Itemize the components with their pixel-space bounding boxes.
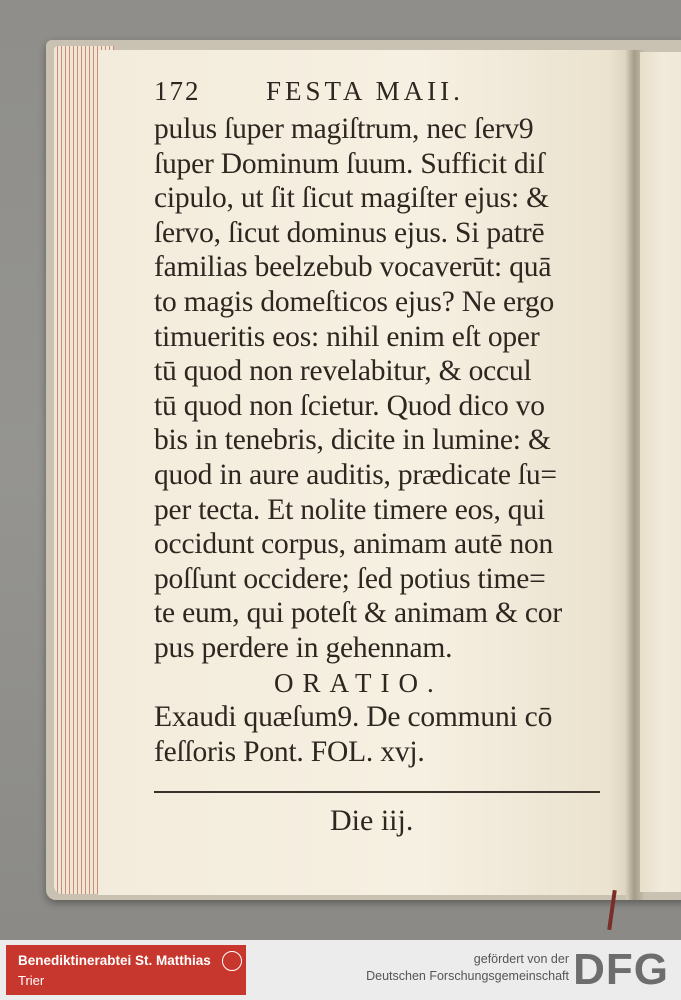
text-line: tū quod non revelabitur, & occul xyxy=(154,355,532,388)
text-line: timueritis eos: nihil enim eſt oper xyxy=(154,320,540,353)
text-line: pulus ſuper magiſtrum, nec ſerv9 xyxy=(154,113,534,145)
oratio-heading: ORATIO. xyxy=(274,667,443,698)
running-title: FESTA MAII. xyxy=(266,76,464,106)
text-line: to magis domeſticos ejus? Ne ergo xyxy=(154,285,555,318)
text-line: quod in aure auditis, prædicate ſu= xyxy=(154,458,557,491)
running-head xyxy=(154,76,624,112)
text-line: poſſunt occidere; ſed potius time= xyxy=(154,562,546,595)
text-line: tū quod non ſcietur. Quod dico vo xyxy=(154,389,545,422)
sponsor-line-1: gefördert von der xyxy=(473,952,569,966)
institution-logo[interactable] xyxy=(6,945,246,995)
oratio-line: feſſoris Pont. FOL. xvj. xyxy=(154,735,425,768)
text-line: ſervo, ſicut dominus ejus. Si patrē xyxy=(154,216,545,249)
text-line: cipulo, ut ſit ſicut magiſter ejus: & xyxy=(154,182,549,215)
text-line: occidunt corpus, animam autē non xyxy=(154,528,554,561)
dfg-logo[interactable]: DFG xyxy=(573,945,669,994)
horizontal-rule xyxy=(154,791,600,793)
institution-place: Trier xyxy=(18,973,45,988)
page-text xyxy=(154,76,624,769)
text-line: ſuper Dominum ſuum. Sufficit diſ xyxy=(154,147,545,180)
footer-banner xyxy=(0,940,681,1000)
abbey-emblem-icon xyxy=(222,951,242,971)
page-number: 172 xyxy=(154,76,201,106)
catchword: Die iij. xyxy=(330,804,414,837)
text-line: pus perdere in gehennam. xyxy=(154,631,453,664)
right-page-edge xyxy=(640,52,681,892)
text-line: per tecta. Et nolite timere eos, qui xyxy=(154,493,545,526)
institution-name: Benediktinerabtei St. Matthias xyxy=(18,953,211,968)
text-line: familias beelzebub vocaverūt: quā xyxy=(154,251,552,284)
text-line: bis in tenebris, dicite in lumine: & xyxy=(154,424,551,457)
text-line: te eum, qui poteſt & animam & cor xyxy=(154,597,562,630)
sponsor-line-2: Deutschen Forschungsgemeinschaft xyxy=(366,969,569,983)
sponsor-text xyxy=(366,951,569,985)
oratio-line: Exaudi quæſum9. De communi cō xyxy=(154,701,553,734)
